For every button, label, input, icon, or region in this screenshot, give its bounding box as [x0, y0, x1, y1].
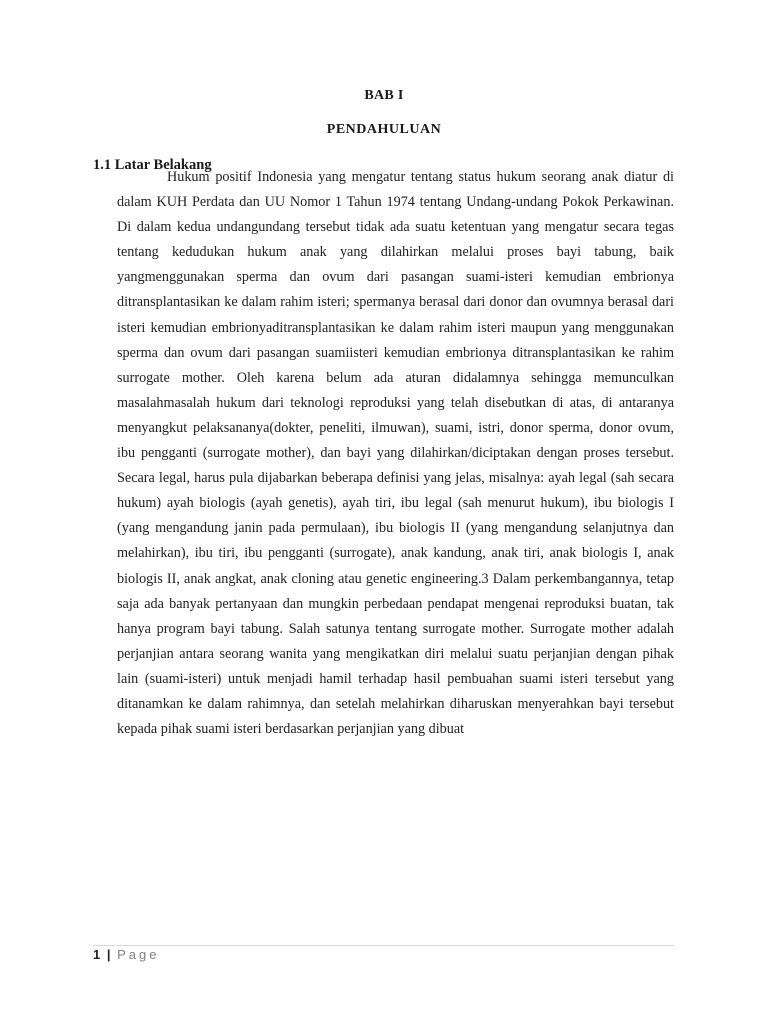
chapter-title: BAB I [364, 88, 404, 103]
chapter-subtitle: PENDAHULUAN [326, 122, 442, 137]
footer-separator: | [106, 947, 111, 962]
page-label: Page [117, 947, 160, 962]
page-footer [93, 947, 160, 962]
page-number: 1 [93, 947, 101, 962]
body-paragraph: Hukum positif Indonesia yang mengatur tentang status hukum seorang anak diatur di dalam KUH Perdata dan UU Nomor 1 Tahun 1974 tentang Undang-undang Pokok Perkawinan. Di dalam kedua undangundang tersebut tidak ada suatu ketentuan yang mengatur secara tegas tentang kedudukan hukum anak yang dilahirkan melalui proses bayi tabung, baik yangmenggunakan sperma dan ovum dari pasangan suami-isteri kemudian embrionya ditransplantasikan ke dalam rahim isteri; spermanya berasal dari donor dan ovumnya berasal dari isteri kemudian embrionyaditransplantasikan ke dalam rahim isteri maupun yang menggunakan sperma dan ovum dari pasangan suamiisteri kemudian embrionya ditransplantasikan ke rahim surrogate mother. Oleh karena belum ada aturan didalamnya sehingga memunculkan masalahmasalah hukum dari teknologi reproduksi yang telah disebutkan di atas, di antaranya menyangkut pelaksananya(dokter, peneliti, ilmuwan), suami, istri, donor sperma, donor ovum, ibu pengganti (surrogate mother), dan bayi yang dilahirkan/diciptakan dengan proses tersebut. Secara legal, harus pula dijabarkan beberapa definisi yang jelas, misalnya: ayah legal (sah secara hukum) ayah biologis (ayah genetis), ayah tiri, ibu legal (sah menurut hukum), ibu biologis I (yang mengandung janin pada permulaan), ibu biologis II (yang mengandung selanjutnya dan melahirkan), ibu tiri, ibu pengganti (surrogate), anak kandung, anak tiri, anak biologis I, anak biologis II, anak angkat, anak cloning atau genetic engineering.3 Dalam perkembangannya, tetap saja ada banyak pertanyaan dan mungkin perbedaan pendapat mengenai reproduksi buatan, tak hanya program bayi tabung. Salah satunya tentang surrogate mother. Surrogate mother adalah perjanjian antara seorang wanita yang mengikatkan diri melalui suatu perjanjian dengan pihak lain (suami-isteri) untuk menjadi hamil terhadap hasil pembuahan suami isteri tersebut yang ditanamkan ke dalam rahimnya, dan setelah melahirkan diharuskan menyerahkan bayi tersebut kepada pihak suami isteri berdasarkan perjanjian yang dibuat [117, 169, 674, 738]
footer-divider [93, 945, 674, 946]
section-heading: 1.1 Latar Belakang [93, 157, 212, 173]
